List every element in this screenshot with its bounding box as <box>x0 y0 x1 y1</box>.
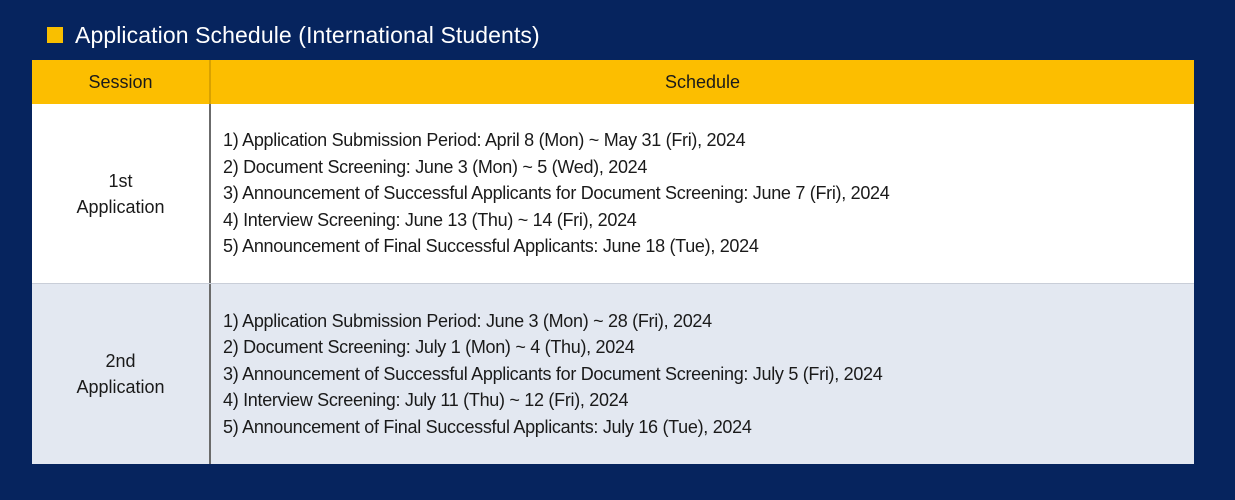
table-row <box>32 104 1194 284</box>
schedule-item: 2) Document Screening: July 1 (Mon) ~ 4 (Thu), 2024 <box>223 337 635 358</box>
schedule-item: 1) Application Submission Period: April 8 (Mon) ~ May 31 (Fri), 2024 <box>223 130 746 151</box>
schedule-cell <box>211 104 1194 283</box>
square-bullet-icon <box>47 27 63 43</box>
page-title: Application Schedule (International Students) <box>75 21 540 48</box>
schedule-item: 3) Announcement of Successful Applicants for Document Screening: June 7 (Fri), 2024 <box>223 183 890 204</box>
table-row <box>32 284 1194 464</box>
schedule-item: 5) Announcement of Final Successful Applicants: June 18 (Tue), 2024 <box>223 236 759 257</box>
schedule-item: 1) Application Submission Period: June 3 (Mon) ~ 28 (Fri), 2024 <box>223 310 712 331</box>
session-cell <box>32 284 211 464</box>
header-session: Session <box>32 60 211 104</box>
session-label: Application <box>76 377 165 397</box>
schedule-table <box>32 60 1194 464</box>
session-ordinal: 2nd <box>105 351 136 371</box>
schedule-cell <box>211 284 1194 464</box>
schedule-item: 5) Announcement of Final Successful Applicants: July 16 (Tue), 2024 <box>223 416 752 437</box>
schedule-item: 4) Interview Screening: June 13 (Thu) ~ 14 (Fri), 2024 <box>223 209 637 230</box>
table-header-row <box>32 60 1194 104</box>
schedule-item: 2) Document Screening: June 3 (Mon) ~ 5 (Wed), 2024 <box>223 156 648 177</box>
schedule-item: 4) Interview Screening: July 11 (Thu) ~ 12 (Fri), 2024 <box>223 390 629 411</box>
schedule-item: 3) Announcement of Successful Applicants for Document Screening: July 5 (Fri), 2024 <box>223 363 883 384</box>
section-heading <box>47 18 540 52</box>
session-ordinal: 1st <box>108 170 133 191</box>
session-label: Application <box>76 196 165 217</box>
session-cell <box>32 104 211 283</box>
header-schedule: Schedule <box>664 71 741 92</box>
